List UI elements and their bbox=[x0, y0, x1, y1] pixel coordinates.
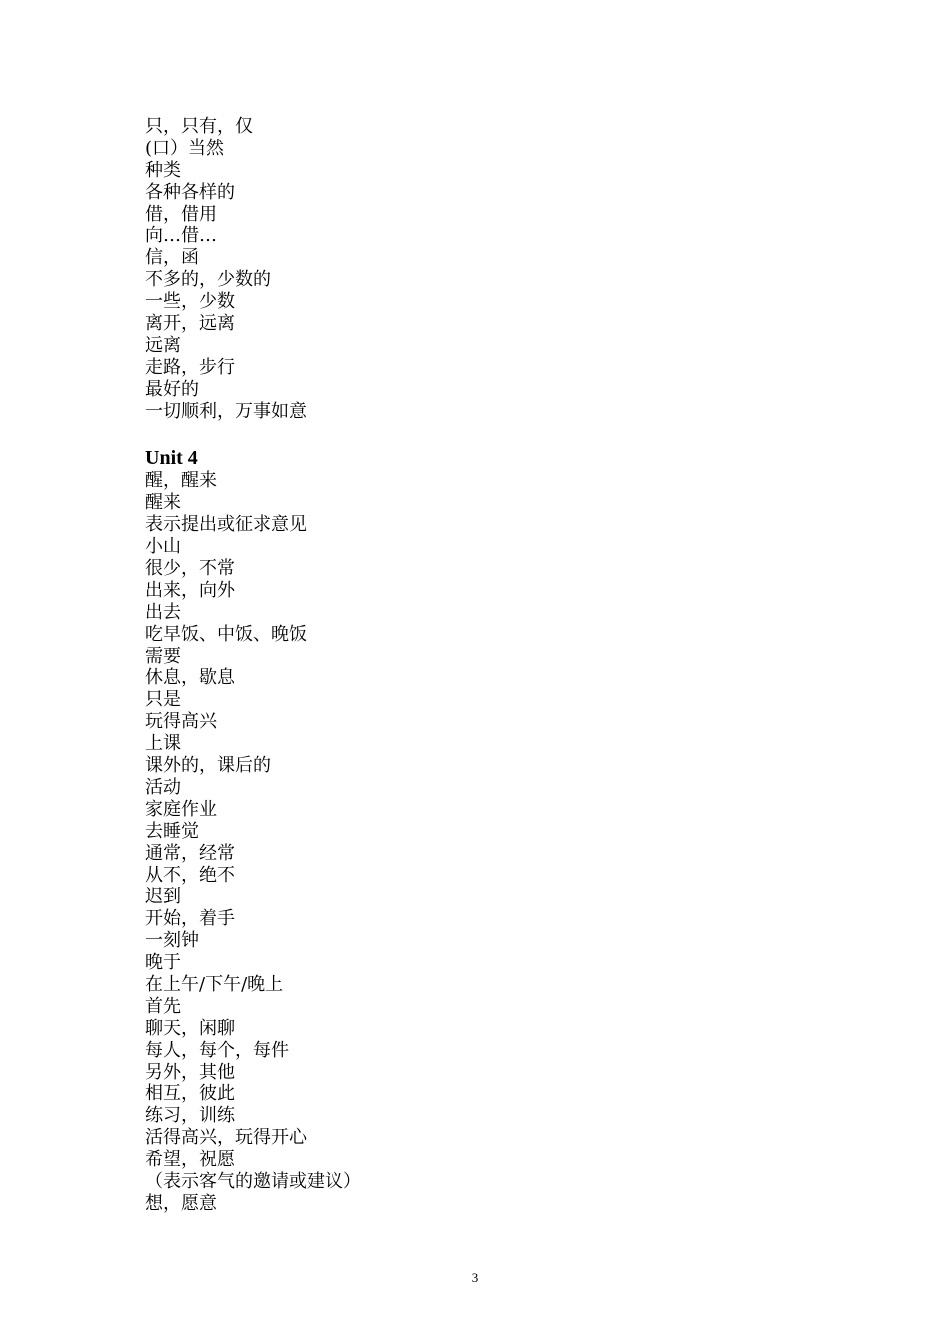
list-item: 想，愿意 bbox=[145, 1192, 217, 1214]
list-item: 首先 bbox=[145, 995, 181, 1017]
list-item: 不多的，少数的 bbox=[145, 269, 271, 291]
list-item: (口）当然 bbox=[145, 137, 225, 159]
list-item: 只是 bbox=[145, 689, 181, 711]
list-item: 走路，步行 bbox=[145, 356, 235, 378]
list-item: 每人，每个，每件 bbox=[145, 1039, 289, 1061]
list-item: 很少，不常 bbox=[145, 558, 235, 580]
list-item: （表示客气的邀请或建议） bbox=[145, 1170, 361, 1192]
list-item: 玩得高兴 bbox=[145, 711, 217, 733]
list-item: 另外，其他 bbox=[145, 1061, 235, 1083]
list-item: 一些，少数 bbox=[145, 291, 235, 313]
list-item: 出去 bbox=[145, 601, 181, 623]
list-item: 课外的，课后的 bbox=[145, 755, 271, 777]
list-item: 最好的 bbox=[145, 378, 199, 400]
list-item: 出来，向外 bbox=[145, 579, 235, 601]
list-item: 吃早饭、中饭、晚饭 bbox=[145, 623, 307, 645]
list-item: 借，借用 bbox=[145, 203, 217, 225]
vocabulary-list bbox=[145, 116, 845, 1215]
list-item: 离开，远离 bbox=[145, 313, 235, 335]
list-item: 向…借… bbox=[145, 225, 217, 247]
unit4-word-list bbox=[145, 470, 845, 1214]
list-item: 家庭作业 bbox=[145, 798, 217, 820]
list-item: 信，函 bbox=[145, 247, 199, 269]
list-item: 远离 bbox=[145, 334, 181, 356]
list-item: 上课 bbox=[145, 733, 181, 755]
list-item: 开始，着手 bbox=[145, 908, 235, 930]
list-item: 相互，彼此 bbox=[145, 1083, 235, 1105]
section-spacer bbox=[145, 422, 845, 446]
list-item: 小山 bbox=[145, 536, 181, 558]
list-item: 只，只有，仅 bbox=[145, 116, 253, 137]
list-item: 表示提出或征求意见 bbox=[145, 514, 307, 536]
list-item: 活得高兴，玩得开心 bbox=[145, 1127, 307, 1149]
list-item: 休息，歇息 bbox=[145, 667, 235, 689]
list-item: 活动 bbox=[145, 776, 181, 798]
list-item: 一刻钟 bbox=[145, 930, 199, 952]
unit-heading: Unit 4 bbox=[145, 447, 198, 470]
list-item: 一切顺利，万事如意 bbox=[145, 400, 307, 422]
list-item: 去睡觉 bbox=[145, 820, 199, 842]
list-item: 晚于 bbox=[145, 952, 181, 974]
list-item: 各种各样的 bbox=[145, 181, 235, 203]
list-item: 醒，醒来 bbox=[145, 470, 217, 492]
list-item: 从不，绝不 bbox=[145, 864, 235, 886]
previous-unit-word-list bbox=[145, 116, 845, 422]
page-number: 3 bbox=[471, 1270, 479, 1285]
list-item: 迟到 bbox=[145, 886, 181, 908]
list-item: 练习，训练 bbox=[145, 1105, 235, 1127]
list-item: 种类 bbox=[145, 159, 181, 181]
list-item: 聊天，闲聊 bbox=[145, 1017, 235, 1039]
list-item: 通常，经常 bbox=[145, 842, 235, 864]
list-item: 希望，祝愿 bbox=[145, 1149, 235, 1171]
list-item: 在上午/下午/晚上 bbox=[145, 973, 284, 995]
list-item: 醒来 bbox=[145, 492, 181, 514]
list-item: 需要 bbox=[145, 645, 181, 667]
